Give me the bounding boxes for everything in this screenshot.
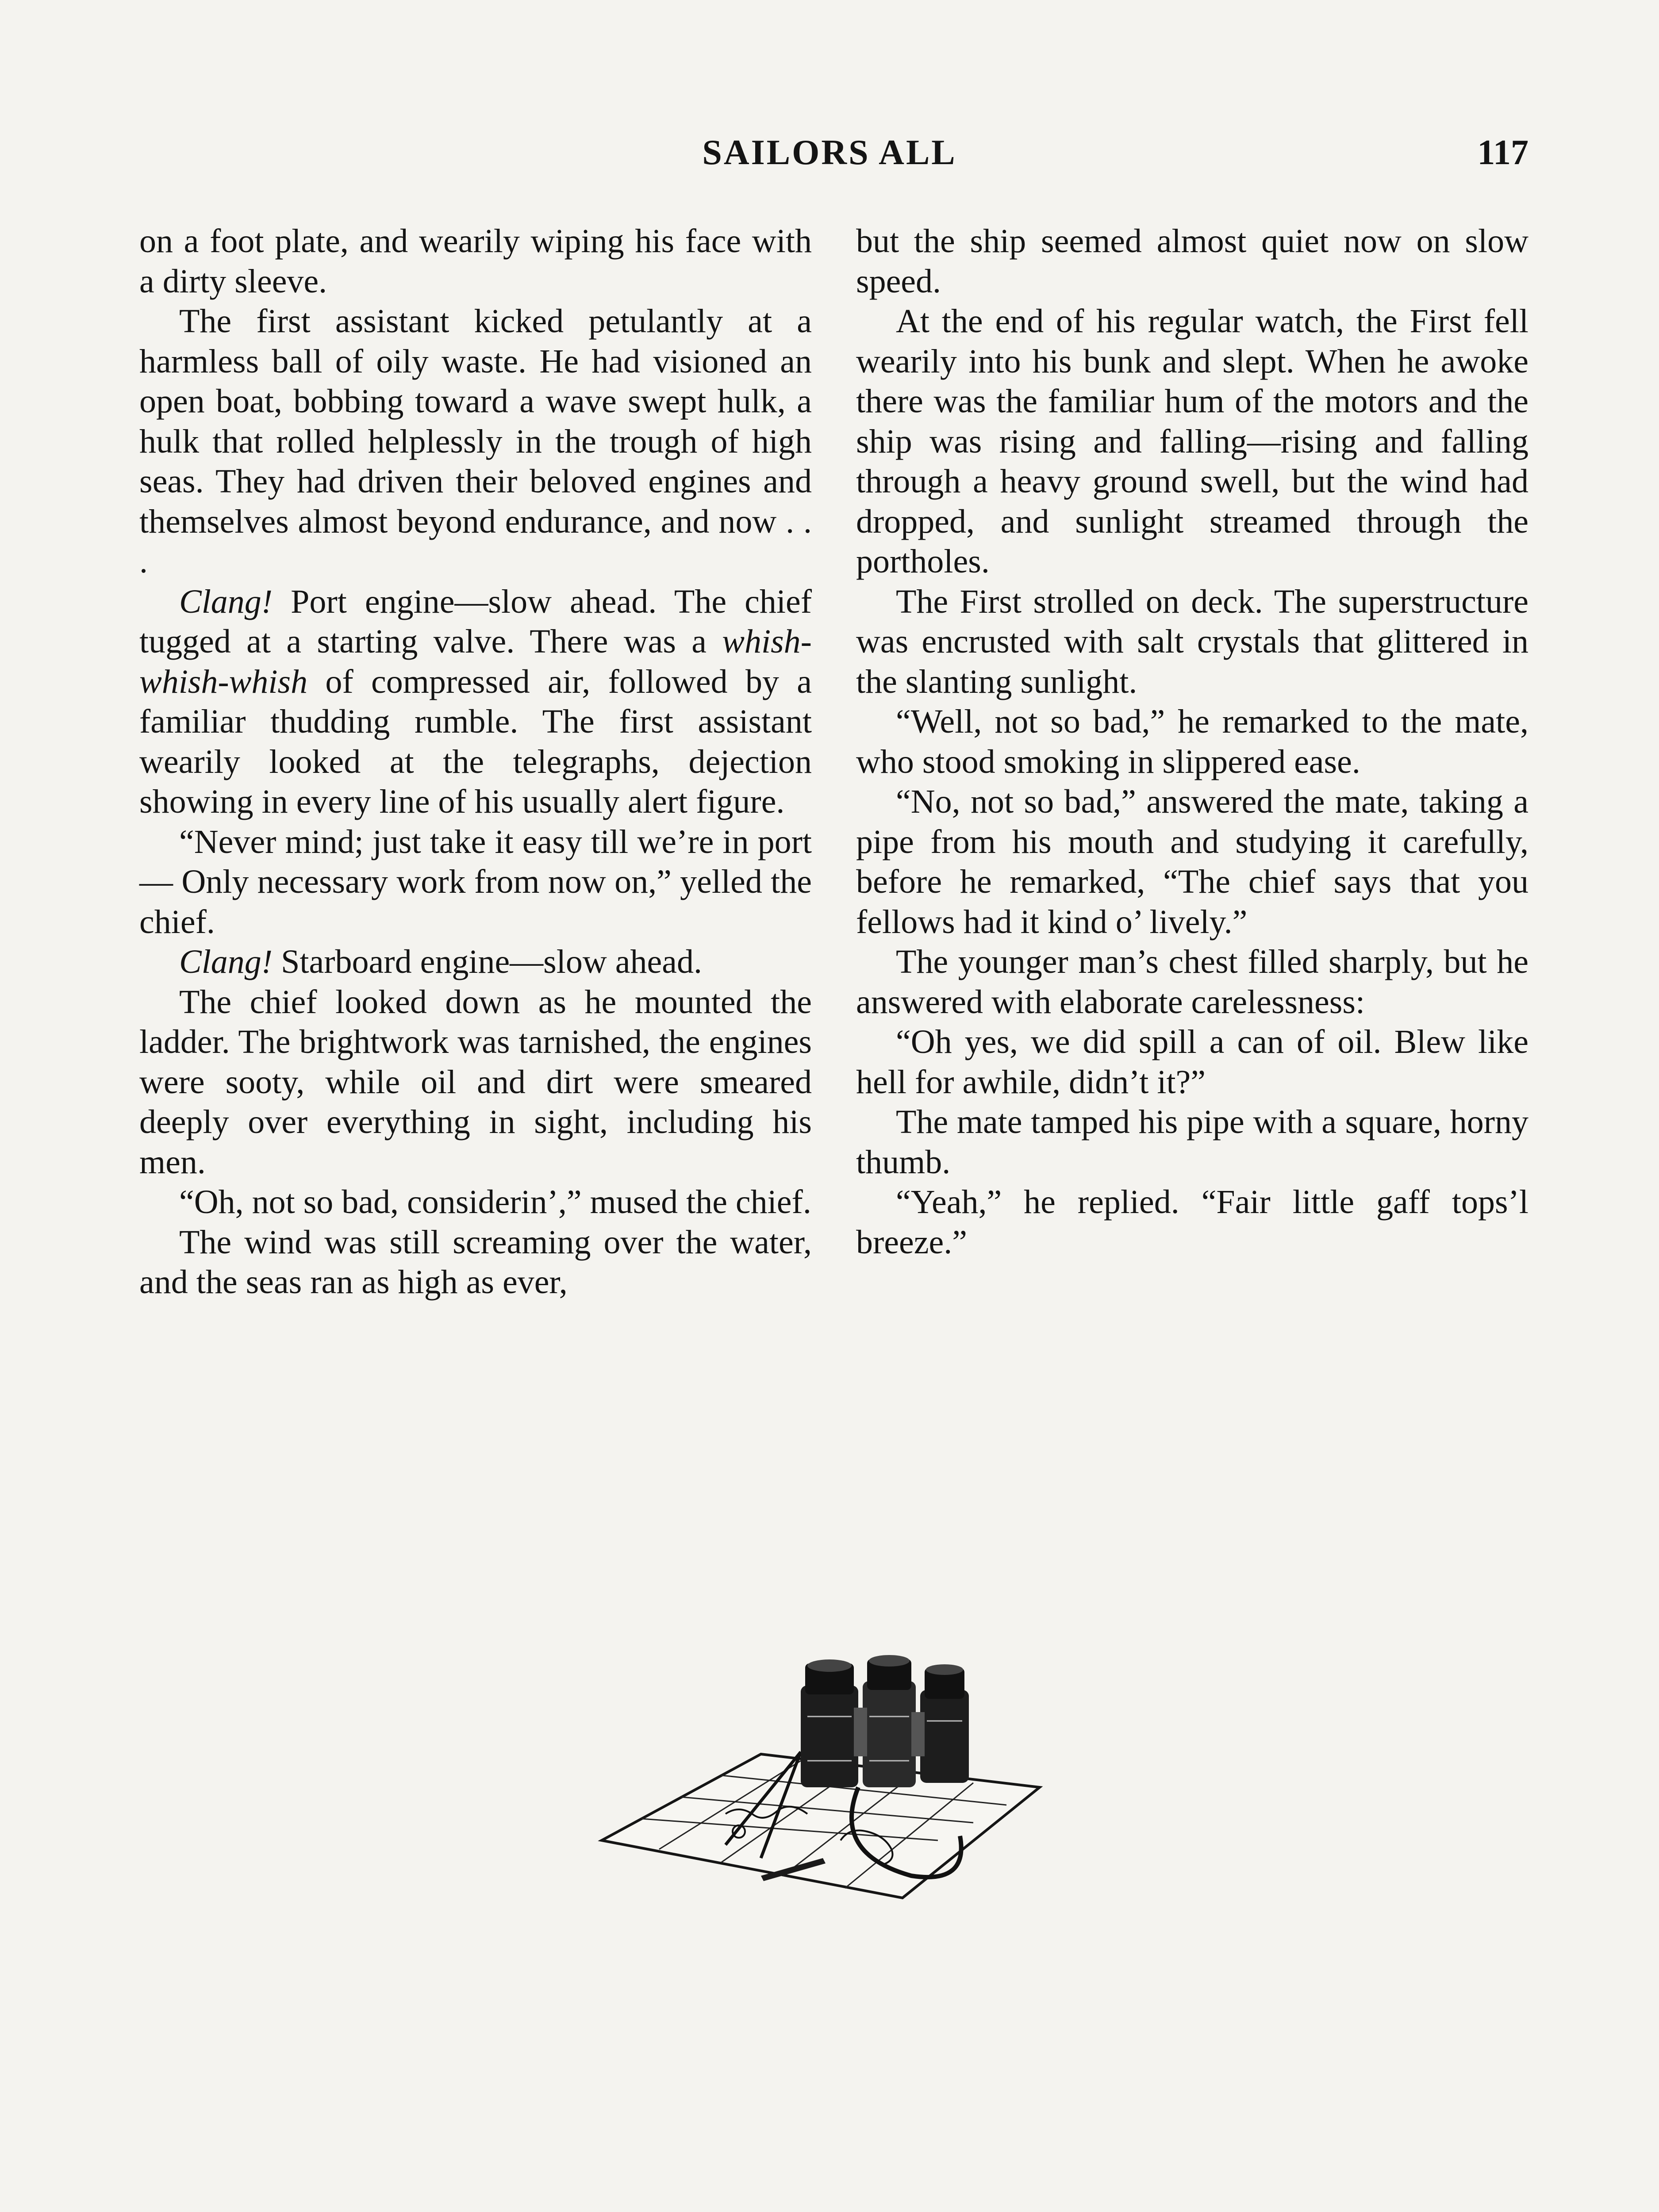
binoculars-icon xyxy=(801,1655,969,1787)
paragraph xyxy=(139,942,812,982)
running-title: SAILORS ALL xyxy=(702,133,957,172)
paragraph: At the end of his regular watch, the First fell wearily into his bunk and slept. When he awoke there was the familiar hum of the motors and the ship was rising and falling—rising and falling through a heavy ground swell, but the wind had dropped, and sunlight streamed through the portholes. xyxy=(856,303,1528,580)
paragraph xyxy=(139,582,812,822)
paragraph: The wind was still screaming over the water, and the seas ran as high as ever, xyxy=(139,1223,812,1301)
paragraph: “Well, not so bad,” he remarked to the mate, who stood smoking in slippered ease. xyxy=(856,703,1528,780)
paragraph: The mate tamped his pipe with a square, horny thumb. xyxy=(856,1103,1528,1181)
paragraph: “Yeah,” he replied. “Fair little gaff tops’l breeze.” xyxy=(856,1183,1528,1261)
italic-text: Clang! xyxy=(179,943,273,980)
paragraph: on a foot plate, and wearily wiping his face with a dirty sleeve. xyxy=(139,223,812,300)
paragraph: “Never mind; just take it easy till we’re in port— Only necessary work from now on,” yelled the chief. xyxy=(139,823,812,941)
italic-text: whish-whish-whish xyxy=(139,623,812,700)
paragraph: The first assistant kicked petulantly at a harmless ball of oily waste. He had visioned an open boat, bobbing toward a wave swept hulk, a hulk that rolled helplessly in the trough of high seas. They had driven their beloved engines and themselves almost beyond endurance, and now . . . xyxy=(139,303,812,580)
page-number: 117 xyxy=(1477,133,1528,172)
paragraph: The younger man’s chest filled sharply, but he answered with elaborate carelessness: xyxy=(856,943,1528,1021)
binoculars-chart-illustration xyxy=(593,1655,1071,1902)
left-text-column xyxy=(139,221,812,1302)
italic-text: Clang! xyxy=(179,583,273,620)
paragraph: “Oh yes, we did spill a can of oil. Blew like hell for awhile, didn’t it?” xyxy=(856,1023,1528,1101)
paragraph: The chief looked down as he mounted the ladder. The brightwork was tarnished, the engines were sooty, while oil and dirt were smeared deeply over everything in sight, including his men. xyxy=(139,983,812,1181)
paragraph: “Oh, not so bad, considerin’,” mused the chief. xyxy=(179,1183,811,1221)
paragraph: The First strolled on deck. The superstructure was encrusted with salt crystals that glittered in the slanting sunlight. xyxy=(856,583,1528,700)
paragraph-text: Port engine—slow ahead. The chief tugged at a starting valve. There was a xyxy=(139,583,812,660)
paragraph: but the ship seemed almost quiet now on slow speed. xyxy=(856,223,1528,300)
paragraph-text: of compressed air, followed by a familiar thudding rumble. The first assistant wearily looked at the telegraphs, dejection showing in every line of his usually alert figure. xyxy=(139,663,812,820)
right-text-column xyxy=(856,221,1528,1262)
paragraph-text: Starboard engine—slow ahead. xyxy=(273,943,702,980)
paragraph: “No, not so bad,” answered the mate, taking a pipe from his mouth and studying it carefully, before he remarked, “The chief says that you fellows had it kind o’ lively.” xyxy=(856,783,1528,941)
